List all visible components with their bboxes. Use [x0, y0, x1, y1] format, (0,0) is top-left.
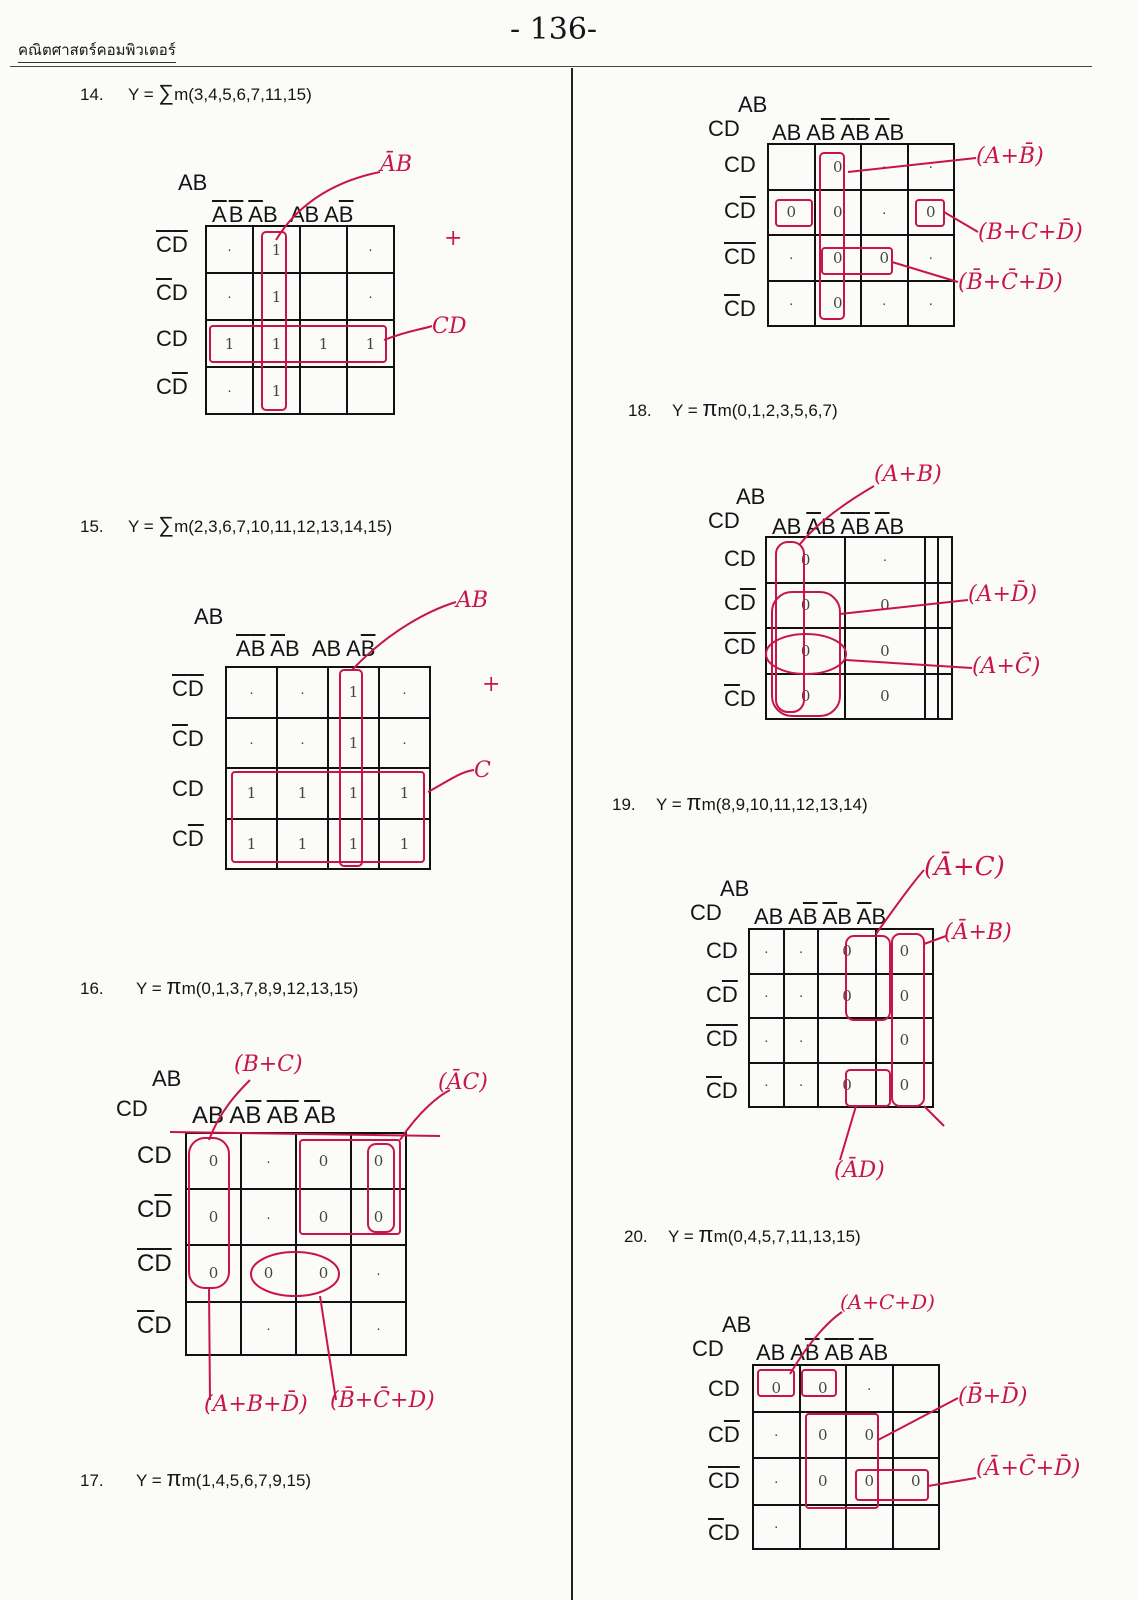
corner-label-ab: AB: [194, 604, 224, 629]
problem-18: 18. Y = πm(0,1,2,3,5,6,7): [628, 396, 838, 421]
kmap-cell: 0: [818, 1063, 875, 1108]
kmap-cell: 0: [800, 1458, 847, 1505]
kmap-cell: 1: [253, 367, 300, 414]
header-title: คณิตศาสตร์คอมพิวเตอร์: [18, 38, 176, 63]
kmap-cell: ·: [347, 273, 394, 320]
handwritten-term: (ĀC): [438, 1070, 488, 1095]
kmap-cell: [938, 537, 952, 583]
handwritten-plus: +: [482, 672, 501, 697]
handwritten-term: (B+C+D̄): [978, 220, 1083, 245]
kmap-cell: ·: [768, 281, 815, 327]
kmap-cell: ·: [749, 974, 784, 1019]
corner-label-ab: AB: [722, 1312, 752, 1337]
kmap-cell: 0: [351, 1189, 406, 1245]
kmap-cell: 0: [846, 1412, 893, 1459]
kmap-cell: ·: [861, 190, 908, 236]
kmap-cell: 0: [845, 628, 924, 674]
kmap-cell: ·: [226, 718, 277, 769]
kmap-cell: ·: [784, 929, 819, 974]
row-label: $C\overline{D}$: [172, 826, 204, 851]
handwritten-term: (A+B̄): [976, 144, 1044, 169]
kmap-cell: 0: [766, 674, 845, 720]
kmap-cell: ·: [861, 144, 908, 190]
row-label: $C\overline{D}$: [724, 590, 756, 615]
kmap-cell: 0: [186, 1189, 241, 1245]
column-labels: AB $\overline{A}B$ $\overline{A}\overline{B}$ $\overline{A}B$: [772, 514, 905, 539]
kmap-cell: 0: [766, 628, 845, 674]
corner-label-ab: AB: [736, 484, 766, 509]
kmap-cell: 0: [186, 1133, 241, 1189]
kmap-cell: 1: [226, 819, 277, 870]
column-labels: AB $A\overline{B}$ $\overline{A}\overline{B}$ $\overline{A}B$: [192, 1102, 337, 1129]
kmap-cell: 0: [846, 1458, 893, 1505]
kmap-cell: [300, 273, 347, 320]
handwritten-term: (A+D̄): [968, 582, 1038, 607]
kmap-cell: 1: [328, 718, 379, 769]
kmap-cell: ·: [749, 1018, 784, 1063]
kmap-cell: ·: [784, 1063, 819, 1108]
column-labels: $\overline{A}\overline{B}$ $\overline{A}B$ AB $A\overline{B}$: [236, 636, 376, 661]
problem-17: 17. Y = πm(1,4,5,6,7,9,15): [80, 1466, 312, 1491]
kmap-cell: 0: [815, 235, 862, 281]
kmap-cell: [347, 367, 394, 414]
kmap-cell: ·: [347, 226, 394, 273]
kmap-cell: 0: [296, 1133, 351, 1189]
kmap-cell: 0: [296, 1245, 351, 1301]
kmap-cell: ·: [749, 929, 784, 974]
kmap-cell: 0: [351, 1133, 406, 1189]
kmap-cell: ·: [241, 1302, 296, 1355]
kmap-cell: 1: [379, 819, 430, 870]
kmap-cell: 1: [277, 819, 328, 870]
kmap-cell: [925, 583, 939, 629]
kmap-grid: [185, 1132, 407, 1356]
row-label: $\overline{C}\overline{D}$: [706, 1026, 738, 1051]
row-label: CD: [724, 546, 756, 571]
handwritten-plus: +: [444, 226, 463, 251]
kmap-cell: ·: [908, 281, 955, 327]
handwritten-term: (Ā+C̄+D̄): [976, 1456, 1081, 1481]
kmap-cell: ·: [768, 235, 815, 281]
handwritten-term: (B̄+C̄+D): [330, 1388, 435, 1413]
kmap-cell: 0: [296, 1189, 351, 1245]
kmap-cell: 0: [845, 583, 924, 629]
row-label: $\overline{C}D$: [708, 1520, 740, 1545]
row-label: $\overline{C}D$: [137, 1312, 172, 1339]
problem-number: 20.: [624, 1227, 648, 1246]
corner-label-cd: CD: [708, 508, 740, 533]
kmap-cell: ·: [277, 667, 328, 718]
kmap-cell: [893, 1412, 940, 1459]
kmap-cell: 0: [186, 1245, 241, 1301]
row-label: $\overline{C}D$: [706, 1078, 738, 1103]
kmap-cell: 0: [766, 583, 845, 629]
kmap-cell: ·: [784, 974, 819, 1019]
kmap-cell: 0: [753, 1365, 800, 1412]
kmap-cell: 1: [253, 320, 300, 367]
kmap-cell: ·: [908, 144, 955, 190]
kmap-cell: [925, 674, 939, 720]
kmap-cell: 0: [800, 1412, 847, 1459]
kmap-cell: ·: [241, 1189, 296, 1245]
row-label: CD: [137, 1142, 172, 1169]
row-label: $\overline{C}\overline{D}$: [156, 232, 188, 257]
handwritten-term: AB: [456, 588, 489, 613]
kmap-cell: [938, 583, 952, 629]
handwritten-term: (B+C): [234, 1052, 303, 1077]
kmap-cell: 0: [876, 1018, 933, 1063]
kmap-cell: [938, 674, 952, 720]
kmap-cell: 1: [328, 667, 379, 718]
row-label: $\overline{C}D$: [156, 280, 188, 305]
handwritten-term: (Ā+C): [924, 852, 1005, 882]
problem-number: 16.: [80, 979, 104, 998]
kmap-cell: ·: [379, 718, 430, 769]
problem-number: 18.: [628, 401, 652, 420]
corner-label-cd: CD: [708, 116, 740, 141]
kmap-cell: ·: [753, 1412, 800, 1459]
handwritten-term: (A+B+D̄): [204, 1392, 308, 1417]
row-label: $C\overline{D}$: [724, 198, 756, 223]
row-label: $\overline{C}\overline{D}$: [172, 676, 204, 701]
kmap-grid: [205, 225, 395, 415]
kmap-cell: 0: [241, 1245, 296, 1301]
corner-label-cd: CD: [116, 1096, 148, 1121]
kmap-cell: 1: [253, 226, 300, 273]
kmap-grid: [767, 143, 955, 327]
row-label: CD: [708, 1376, 740, 1401]
kmap-cell: 0: [815, 144, 862, 190]
kmap-grid: [752, 1364, 940, 1550]
kmap-cell: [800, 1505, 847, 1549]
kmap-cell: [300, 367, 347, 414]
row-label: CD: [706, 938, 738, 963]
kmap-grid: [748, 928, 934, 1108]
kmap-cell: 0: [861, 235, 908, 281]
kmap-cell: 1: [300, 320, 347, 367]
kmap-cell: ·: [846, 1365, 893, 1412]
kmap-cell: ·: [379, 667, 430, 718]
kmap-grid: [225, 666, 431, 870]
row-label: CD: [156, 326, 188, 351]
kmap-cell: ·: [277, 718, 328, 769]
handwritten-term: (A+C̄): [972, 654, 1041, 679]
problem-number: 17.: [80, 1471, 104, 1490]
column-labels: AB $A\overline{B}$ $\overline{A}\overline{B}$ $\overline{A}B$: [756, 1340, 889, 1365]
corner-label-cd: CD: [690, 900, 722, 925]
handwritten-term: (A+C+D): [840, 1290, 935, 1314]
problem-19: 19. Y = πm(8,9,10,11,12,13,14): [612, 790, 868, 815]
page-number: - 136-: [510, 12, 598, 47]
kmap-cell: [186, 1302, 241, 1355]
kmap-cell: [300, 226, 347, 273]
problem-15: 15. Y = ∑m(2,3,6,7,10,11,12,13,14,15): [80, 512, 393, 537]
kmap-cell: 1: [328, 819, 379, 870]
kmap-cell: ·: [753, 1505, 800, 1549]
kmap-cell: ·: [351, 1245, 406, 1301]
kmap-cell: ·: [226, 667, 277, 718]
row-label: $C\overline{D}$: [137, 1196, 172, 1223]
kmap-cell: ·: [908, 235, 955, 281]
kmap-cell: 0: [818, 929, 875, 974]
handwritten-term: (B̄+C̄+D̄): [958, 270, 1063, 295]
column-labels: AB $A\overline{B}$ $\overline{A}B$ $\overline{A}B$: [754, 904, 887, 929]
corner-label-ab: AB: [178, 170, 208, 195]
kmap-cell: 0: [876, 1063, 933, 1108]
kmap-cell: 0: [876, 929, 933, 974]
problem-number: 15.: [80, 517, 104, 536]
kmap-cell: [893, 1505, 940, 1549]
row-label: CD: [172, 776, 204, 801]
row-label: $\overline{C}D$: [724, 296, 756, 321]
kmap-cell: 1: [226, 768, 277, 819]
header-rule: [10, 66, 1092, 67]
corner-label-ab: AB: [738, 92, 768, 117]
row-label: $\overline{C}\overline{D}$: [137, 1250, 172, 1277]
kmap-cell: 1: [206, 320, 253, 367]
row-label: $C\overline{D}$: [706, 982, 738, 1007]
handwritten-term: ĀB: [380, 152, 413, 177]
corner-label-cd: CD: [692, 1336, 724, 1361]
problem-number: 19.: [612, 795, 636, 814]
column-labels: AB $A\overline{B}$ $\overline{A}\overline{B}$ $\overline{A}B$: [772, 120, 905, 145]
kmap-cell: [846, 1505, 893, 1549]
row-label: $\overline{C}D$: [172, 726, 204, 751]
kmap-cell: 0: [815, 190, 862, 236]
kmap-cell: 0: [876, 974, 933, 1019]
kmap-cell: ·: [241, 1133, 296, 1189]
kmap-cell: [925, 628, 939, 674]
kmap-cell: ·: [753, 1458, 800, 1505]
column-divider: [571, 68, 573, 1600]
handwritten-term: (A+B): [874, 462, 942, 487]
kmap-cell: ·: [351, 1302, 406, 1355]
kmap-cell: ·: [845, 537, 924, 583]
problem-20: 20. Y = πm(0,4,5,7,11,13,15): [624, 1222, 861, 1247]
kmap-cell: 1: [379, 768, 430, 819]
kmap-cell: 0: [893, 1458, 940, 1505]
kmap-cell: ·: [206, 367, 253, 414]
kmap-cell: 1: [347, 320, 394, 367]
kmap-cell: 0: [815, 281, 862, 327]
kmap-cell: [893, 1365, 940, 1412]
handwritten-term: (ĀD): [834, 1158, 885, 1183]
kmap-cell: [818, 1018, 875, 1063]
row-label: $\overline{C}\overline{D}$: [724, 634, 756, 659]
handwritten-term: (Ā+B): [944, 920, 1012, 945]
problem-14: 14. Y = ∑m(3,4,5,6,7,11,15): [80, 80, 312, 105]
row-label: $\overline{C}D$: [724, 686, 756, 711]
row-label: $\overline{C}\overline{D}$: [724, 244, 756, 269]
kmap-cell: 0: [768, 190, 815, 236]
row-label: $C\overline{D}$: [708, 1422, 740, 1447]
kmap-cell: 0: [818, 974, 875, 1019]
handwritten-term: (B̄+D̄): [958, 1384, 1028, 1409]
kmap-cell: ·: [861, 281, 908, 327]
kmap-cell: ·: [749, 1063, 784, 1108]
problem-number: 14.: [80, 85, 104, 104]
corner-label-ab: AB: [720, 876, 750, 901]
kmap-cell: [296, 1302, 351, 1355]
kmap-cell: 0: [800, 1365, 847, 1412]
kmap-cell: 1: [277, 768, 328, 819]
kmap-cell: 0: [766, 537, 845, 583]
kmap-cell: ·: [206, 273, 253, 320]
kmap-cell: [938, 628, 952, 674]
handwritten-term: C: [474, 758, 491, 783]
row-label: $C\overline{D}$: [156, 374, 188, 399]
row-label: $\overline{C}\overline{D}$: [708, 1468, 740, 1493]
problem-16: 16. Y = πm(0,1,3,7,8,9,12,13,15): [80, 974, 359, 999]
column-labels: $\overline{A}\overline{B}$ $\overline{A}B$ AB $A\overline{B}$: [212, 202, 354, 227]
kmap-cell: 1: [328, 768, 379, 819]
row-label: CD: [724, 152, 756, 177]
corner-label-ab: AB: [152, 1066, 182, 1091]
kmap-cell: 0: [845, 674, 924, 720]
kmap-cell: 1: [253, 273, 300, 320]
kmap-grid: [765, 536, 953, 720]
kmap-cell: ·: [784, 1018, 819, 1063]
kmap-cell: [768, 144, 815, 190]
kmap-cell: ·: [206, 226, 253, 273]
kmap-cell: 0: [908, 190, 955, 236]
handwritten-term: CD: [432, 314, 467, 339]
kmap-cell: [925, 537, 939, 583]
